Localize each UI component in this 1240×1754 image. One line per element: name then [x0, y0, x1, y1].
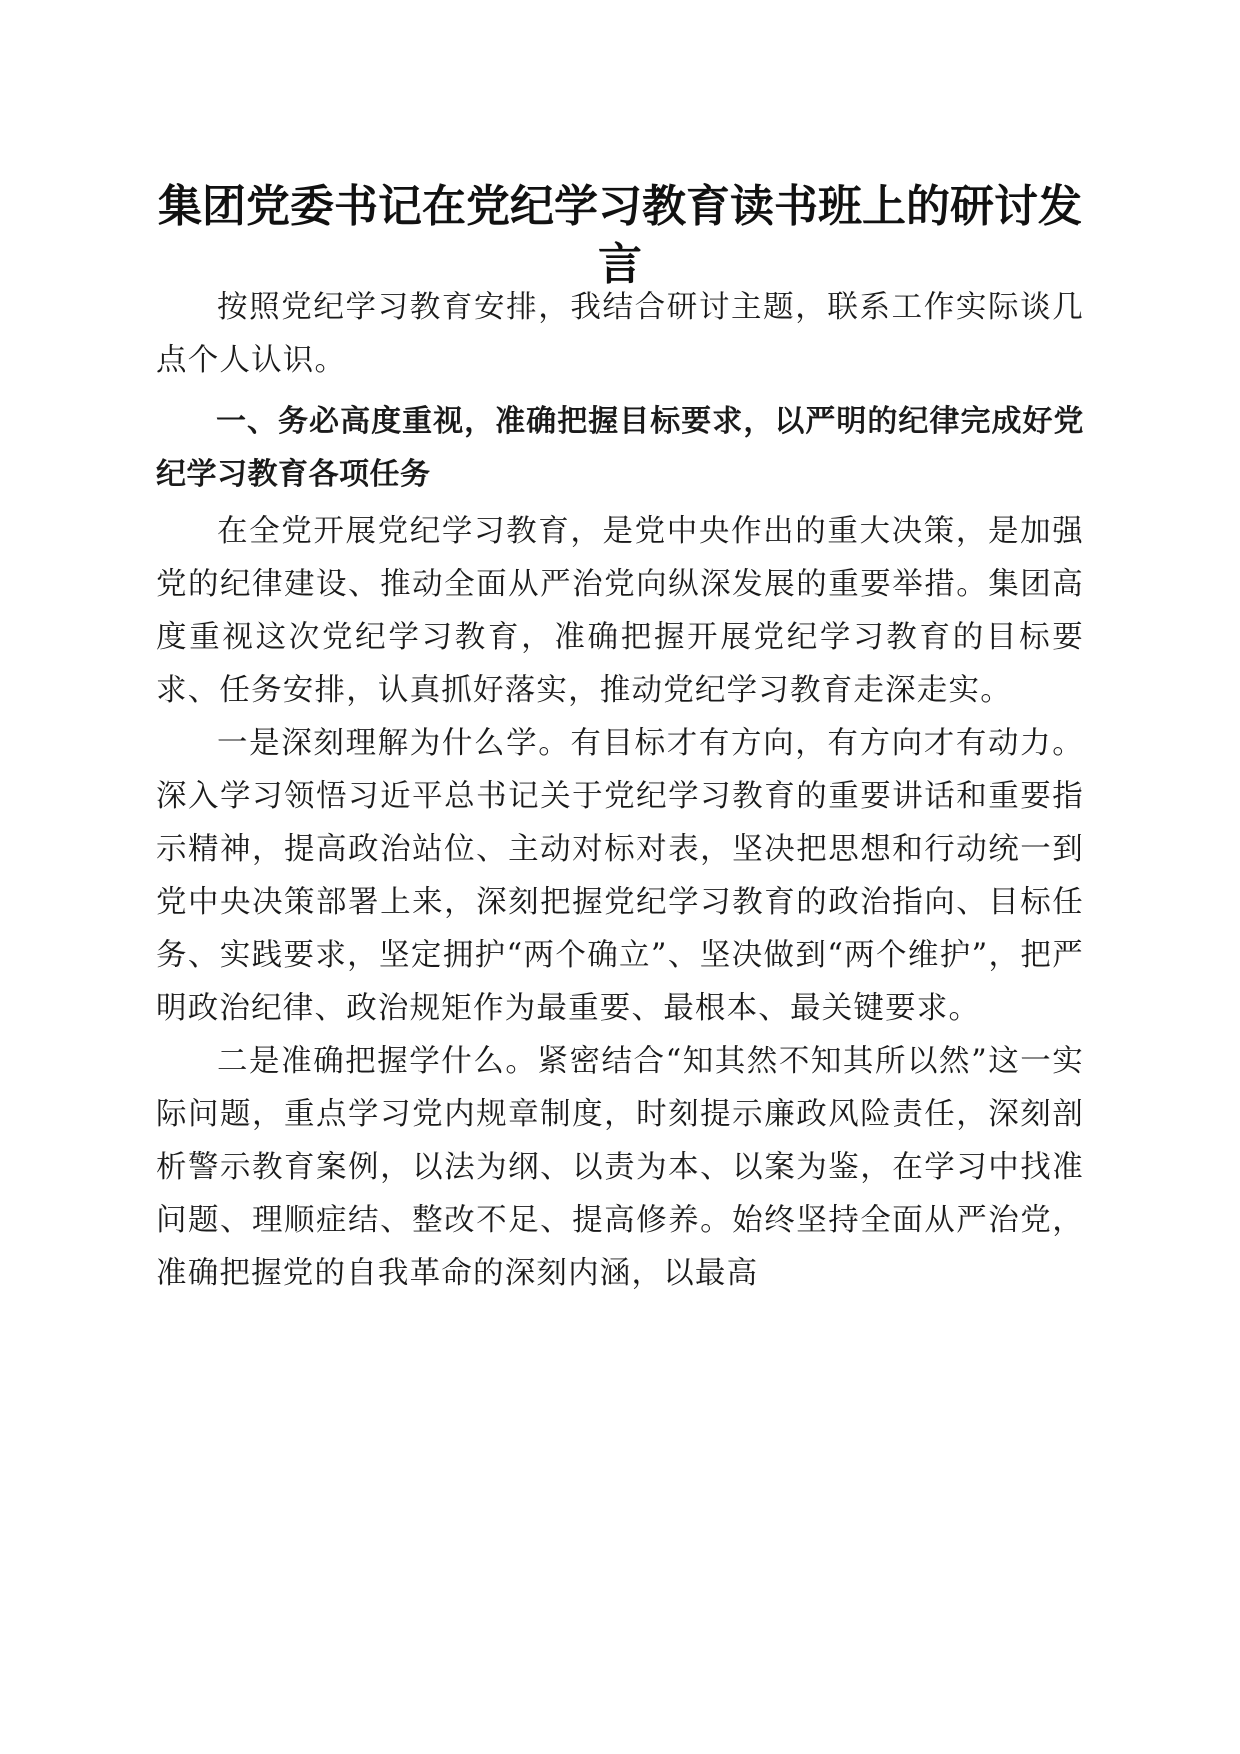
body-paragraph: 二是准确把握学什么。紧密结合“知其然不知其所以然”这一实际问题，重点学习党内规章制度，时刻提示廉政风险责任，深刻剖析警示教育案例，以法为纲、以责为本、以案为鉴，在学习中找准问题、理顺症结、整改不足、提高修养。始终坚持全面从严治党，准确把握党的自我革命的深刻内涵，以最高 [156, 1044, 1084, 1291]
document-title: 集团党委书记在党纪学习教育读书班上的研讨发言 [158, 181, 1082, 290]
section-heading: 一、务必高度重视，准确把握目标要求，以严明的纪律完成好党纪学习教育各项任务 [156, 404, 1084, 492]
document-body [156, 281, 1084, 1300]
body-paragraph: 一是深刻理解为什么学。有目标才有方向，有方向才有动力。深入学习领悟习近平总书记关于党纪学习教育的重要讲话和重要指示精神，提高政治站位、主动对标对表，坚决把思想和行动统一到党中央决策部署上来，深刻把握党纪学习教育的政治指向、目标任务、实践要求，坚定拥护“两个确立”、坚决做到“两个维护”，把严明政治纪律、政治规矩作为最重要、最根本、最关键要求。 [156, 726, 1084, 1026]
intro-paragraph: 按照党纪学习教育安排，我结合研讨主题，联系工作实际谈几点个人认识。 [156, 290, 1084, 378]
body-paragraph: 在全党开展党纪学习教育，是党中央作出的重大决策，是加强党的纪律建设、推动全面从严治党向纵深发展的重要举措。集团高度重视这次党纪学习教育，准确把握开展党纪学习教育的目标要求、任务安排，认真抓好落实，推动党纪学习教育走深走实。 [156, 514, 1084, 708]
